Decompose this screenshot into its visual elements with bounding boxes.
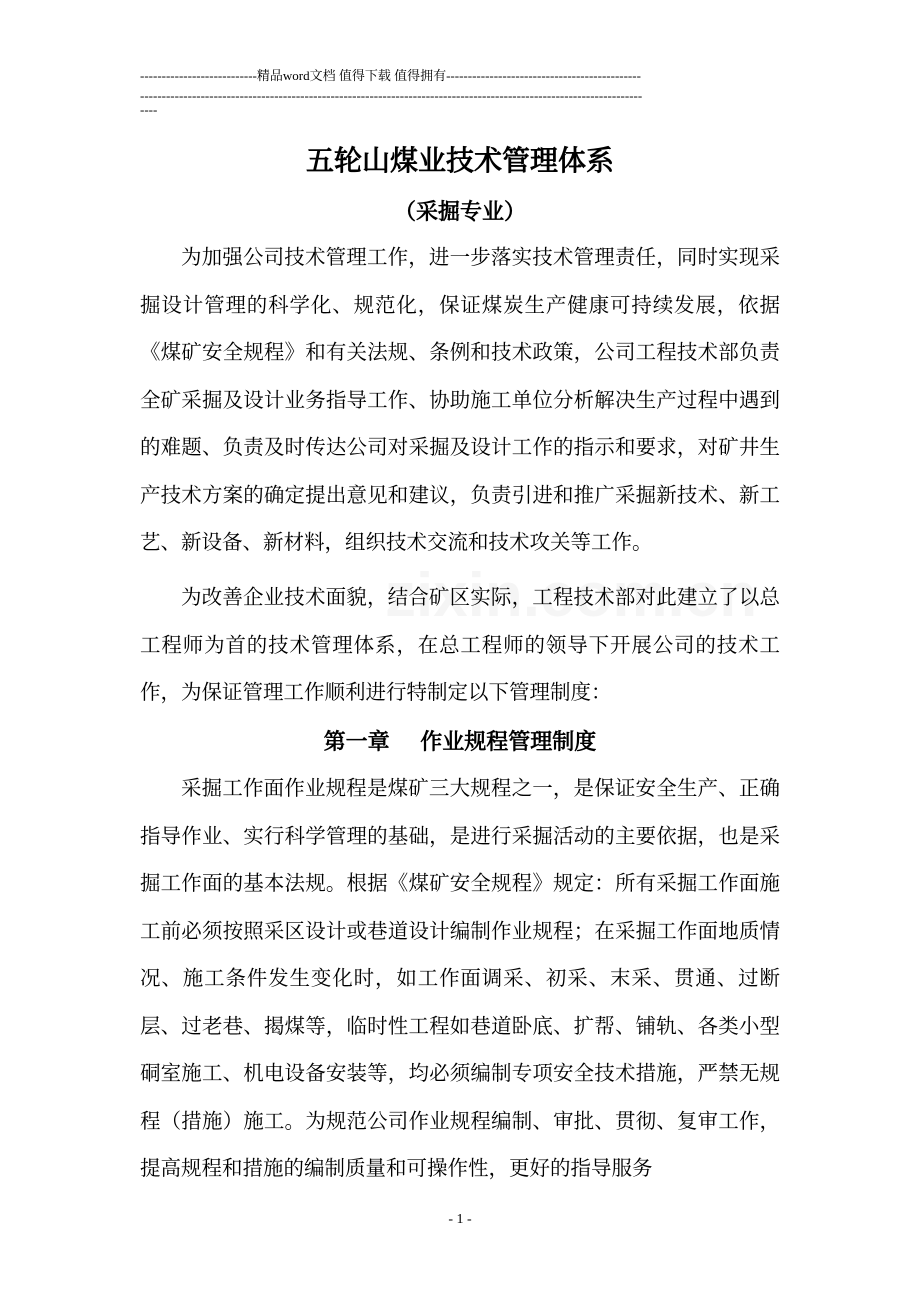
chapter-paragraph: 采掘工作面作业规程是煤矿三大规程之一，是保证安全生产、正确指导作业、实行科学管理的基础，是进行采掘活动的主要依据，也是采掘工作面的基本法规。根据《煤矿安全规程》规定：所有采掘工作面施工前必须按照采区设计或巷道设计编制作业规程；在采掘工作面地质情况、施工条件发生变化时，如工作面调采、初采、末采、贯通、过断层、过老巷、揭煤等，临时性工程如巷道卧底、扩帮、铺轨、各类小型硐室施工、机电设备安装等，均必须编制专项安全技术措施，严禁无规程（措施）施工。为规范公司作业规程编制、审批、贯彻、复审工作，提高规程和措施的编制质量和可操作性，更好的指导服务: [140, 776, 780, 1180]
chapter-heading: 第一章 作业规程管理制度: [323, 729, 597, 755]
header-rule: --------------------------------------------------------------------------------------------------------------------: [140, 88, 643, 103]
document-subtitle: （采掘专业）: [393, 199, 526, 225]
body-paragraph: 为改善企业技术面貌，结合矿区实际，工程技术部对此建立了以总工程师为首的技术管理体系，在总工程师的领导下开展公司的技术工作，为保证管理工作顺利进行特制定以下管理制度：: [140, 585, 780, 704]
body-paragraph: 为加强公司技术管理工作，进一步落实技术管理责任，同时实现采掘设计管理的科学化、规范化，保证煤炭生产健康可持续发展，依据《煤矿安全规程》和有关法规、条例和技术政策，公司工程技术部负责全矿采掘及设计业务指导工作、协助施工单位分析解决生产过程中遇到的难题、负责及时传达公司对采掘及设计工作的指示和要求，对矿井生产技术方案的确定提出意见和建议，负责引进和推广采掘新技术、新工艺、新设备、新材料，组织技术交流和技术攻关等工作。: [140, 245, 780, 554]
page-number: - 1 -: [448, 1212, 472, 1227]
header-banner: ---------------------------精品word文档 值得下载 值得拥有---------------------------------------------: [140, 68, 641, 83]
document-title: 五轮山煤业技术管理体系: [305, 144, 614, 177]
header-rule-tail: ----: [140, 102, 158, 117]
